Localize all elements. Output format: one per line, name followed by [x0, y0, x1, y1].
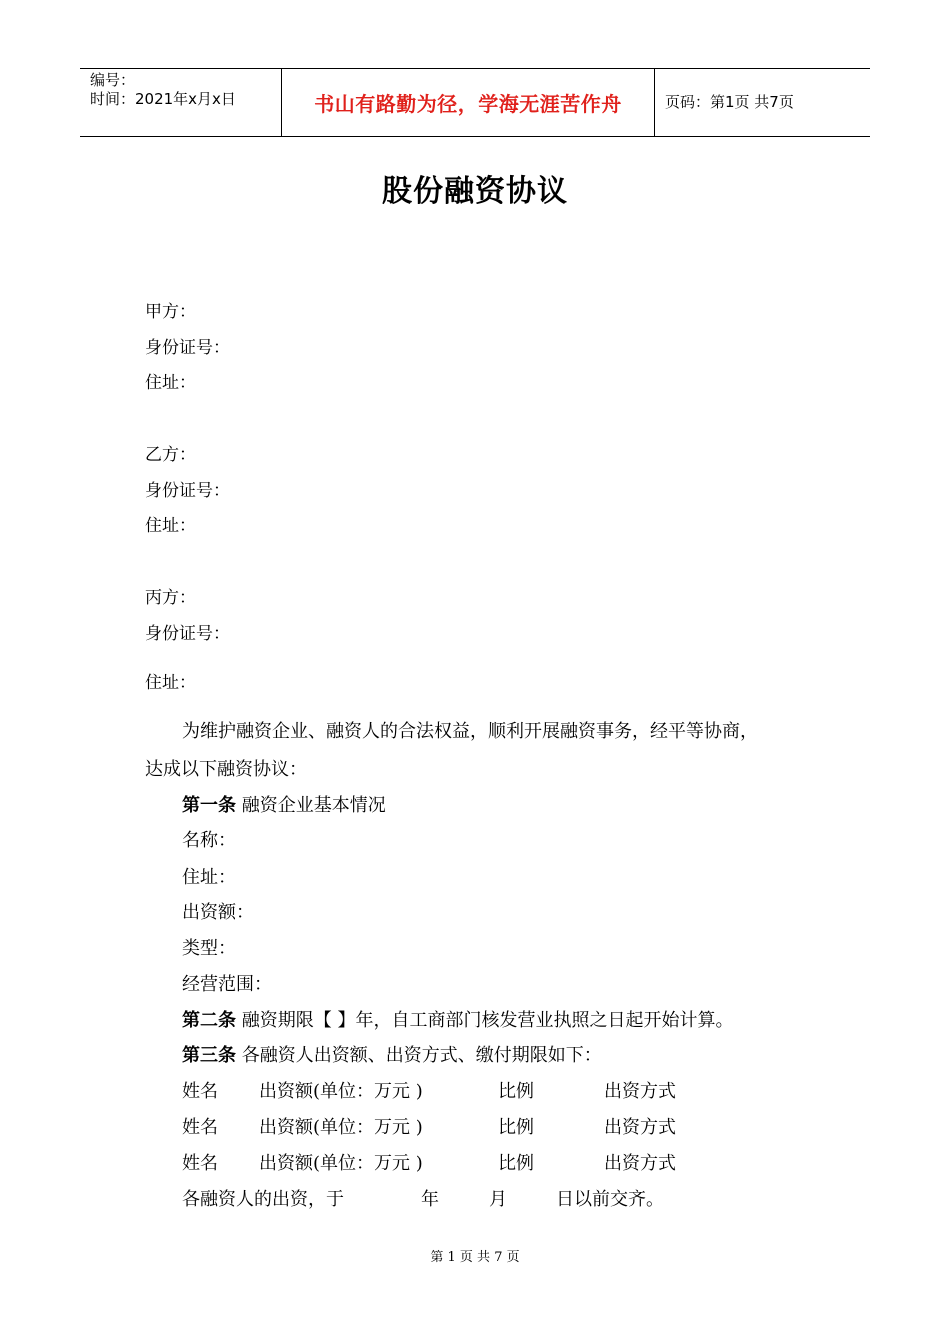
party-b-address: 住址： — [145, 516, 196, 536]
document-title: 股份融资协议 — [382, 174, 568, 209]
preamble-line-1: 为维护融资企业、融资人的合法权益，顺利开展融资事务，经平等协商， — [182, 721, 758, 742]
company-address-field: 住址： — [182, 867, 236, 888]
investor-amount: 出资额(单位：万元 ) — [259, 1081, 423, 1102]
article-2 — [182, 1009, 733, 1033]
article-3-text: 各融资人出资额、出资方式、缴付期限如下： — [241, 1045, 602, 1066]
investor-name: 姓名 — [182, 1117, 218, 1138]
investor-method: 出资方式 — [604, 1117, 676, 1138]
payment-deadline-suffix: 日以前交齐。 — [556, 1189, 664, 1210]
party-a-name: 甲方： — [145, 302, 196, 322]
payment-deadline-month: 月 — [489, 1189, 507, 1210]
investor-method: 出资方式 — [604, 1153, 676, 1174]
investor-ratio: 比例 — [498, 1153, 534, 1174]
party-a-id: 身份证号： — [145, 338, 230, 358]
party-b-name: 乙方： — [145, 445, 196, 465]
investor-ratio: 比例 — [498, 1081, 534, 1102]
investor-amount: 出资额(单位：万元 ) — [259, 1117, 423, 1138]
company-capital-field: 出资额： — [182, 902, 254, 923]
company-type-field: 类型： — [182, 938, 236, 959]
article-1-label: 第一条 — [182, 795, 236, 816]
party-b-id: 身份证号： — [145, 481, 230, 501]
investor-name: 姓名 — [182, 1081, 218, 1102]
article-2-label: 第二条 — [182, 1010, 236, 1031]
investor-method: 出资方式 — [604, 1081, 676, 1102]
company-name-field: 名称： — [182, 830, 236, 851]
article-1 — [182, 794, 386, 818]
payment-deadline-year: 年 — [421, 1189, 439, 1210]
party-c-id: 身份证号： — [145, 624, 230, 644]
header-meta — [90, 71, 236, 109]
company-scope-field: 经营范围： — [182, 974, 272, 995]
page-header — [80, 68, 870, 137]
party-c-name: 丙方： — [145, 588, 196, 608]
document-date-label: 时间：2021年x月x日 — [90, 90, 236, 108]
payment-deadline-prefix: 各融资人的出资，于 — [182, 1189, 344, 1210]
investor-ratio: 比例 — [498, 1117, 534, 1138]
header-divider — [654, 69, 655, 136]
header-page-info: 页码：第1页 共7页 — [665, 93, 794, 111]
article-1-text: 融资企业基本情况 — [241, 795, 386, 816]
article-2-text: 融资期限【 】年，自工商部门核发营业执照之日起开始计算。 — [241, 1010, 734, 1031]
party-c-address: 住址： — [145, 673, 196, 693]
header-motto: 书山有路勤为径，学海无涯苦作舟 — [314, 92, 622, 116]
investor-name: 姓名 — [182, 1153, 218, 1174]
investor-amount: 出资额(单位：万元 ) — [259, 1153, 423, 1174]
preamble-line-2: 达成以下融资协议： — [145, 759, 307, 780]
article-3-label: 第三条 — [182, 1045, 236, 1066]
document-number-label: 编号： — [90, 71, 136, 89]
party-a-address: 住址： — [145, 373, 196, 393]
article-3 — [182, 1044, 602, 1068]
page-footer: 第 1 页 共 7 页 — [430, 1250, 520, 1265]
